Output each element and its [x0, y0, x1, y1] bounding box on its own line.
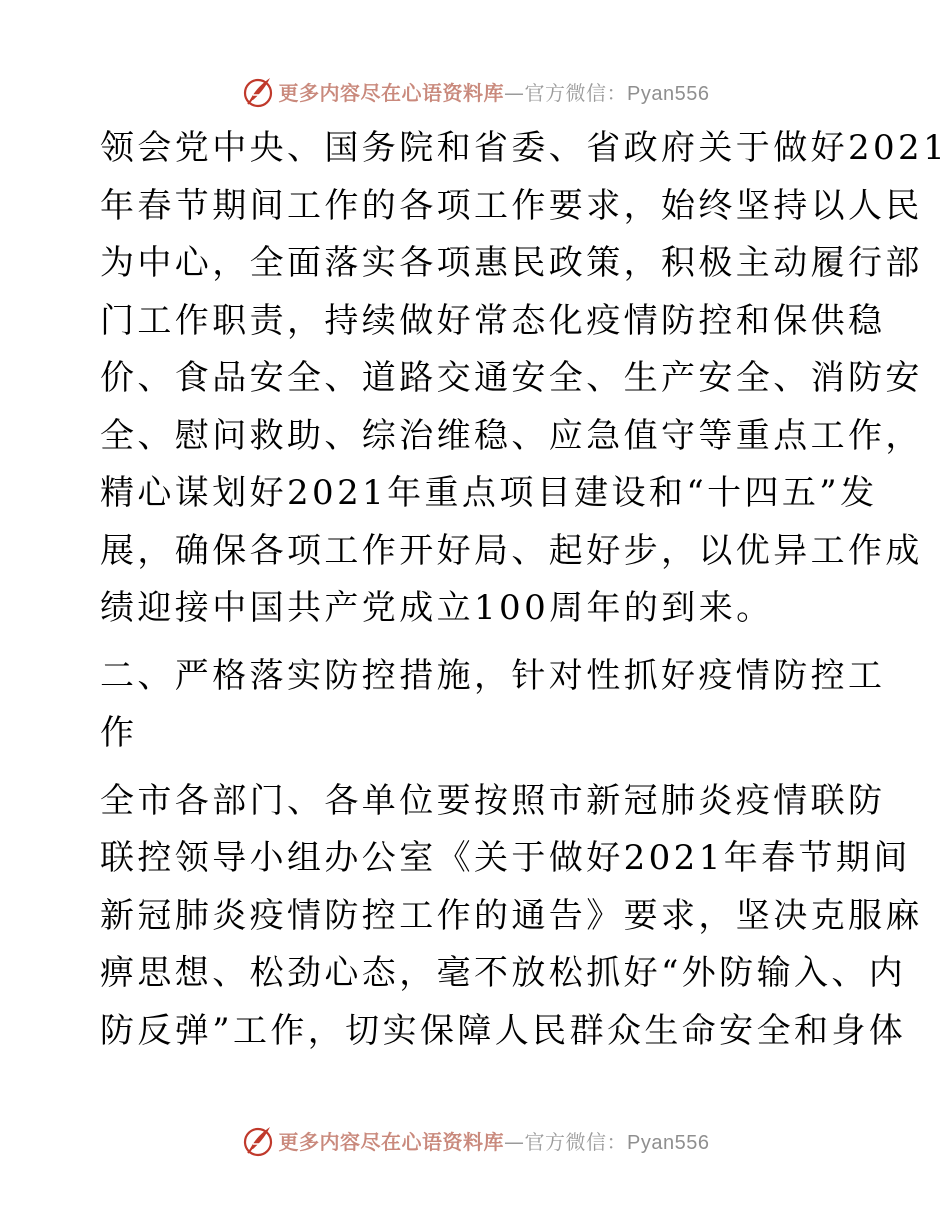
- watermark-text: [279, 77, 710, 106]
- text-line: 门工作职责，持续做好常态化疫情防控和保供稳: [100, 300, 886, 341]
- watermark-brand: 更多内容尽在心语资料库: [278, 80, 505, 105]
- watermark-dash: —: [504, 80, 525, 105]
- heading-line: 二、严格落实防控措施，针对性抓好疫情防控工: [100, 655, 886, 696]
- text-line: 年春节期间工作的各项工作要求，始终坚持以人民: [100, 185, 923, 226]
- quill-pen-logo-icon: [241, 74, 275, 108]
- text-line: 价、食品安全、道路交通安全、生产安全、消防安: [100, 358, 923, 398]
- text-line: 防反弹”工作，切实保障人民群众生命安全和身体: [100, 1010, 907, 1051]
- watermark-text: [279, 1126, 710, 1155]
- footer-watermark: [0, 1120, 950, 1160]
- watermark-wechat-id: Pyan556: [627, 82, 710, 105]
- text-line: 新冠肺炎疫情防控工作的通告》要求，坚决克服麻: [100, 895, 923, 936]
- quill-pen-logo-icon: [241, 1123, 275, 1157]
- heading-line: 作: [100, 713, 138, 753]
- watermark-official-label: 官方微信：: [524, 1129, 628, 1154]
- text-line: 展，确保各项工作开好局、起好步，以优异工作成: [100, 530, 923, 571]
- paragraph-2: [100, 773, 923, 1061]
- text-line: 联控领导小组办公室《关于做好2021年春节期间: [100, 838, 911, 878]
- text-line: 精心谋划好2021年重点项目建设和“十四五”发: [100, 473, 878, 513]
- watermark-dash: —: [504, 1129, 525, 1154]
- document-body: [100, 120, 949, 1060]
- watermark-wechat-id: Pyan556: [627, 1131, 710, 1154]
- paragraph-1: [100, 120, 949, 638]
- text-line: 全市各部门、各单位要按照市新冠肺炎疫情联防: [100, 780, 886, 821]
- text-line: 全、慰问救助、综治维稳、应急值守等重点工作，: [100, 415, 923, 456]
- text-line: 痹思想、松劲心态，毫不放松抓好“外防输入、内: [100, 953, 907, 993]
- text-line: 绩迎接中国共产党成立100周年的到来。: [100, 588, 774, 628]
- text-line: 为中心，全面落实各项惠民政策，积极主动履行部: [100, 243, 923, 283]
- header-watermark: [0, 71, 950, 111]
- watermark-brand: 更多内容尽在心语资料库: [278, 1129, 505, 1154]
- text-line: 领会党中央、国务院和省委、省政府关于做好2021: [100, 128, 949, 168]
- section-heading: [100, 648, 886, 763]
- watermark-official-label: 官方微信：: [524, 80, 628, 105]
